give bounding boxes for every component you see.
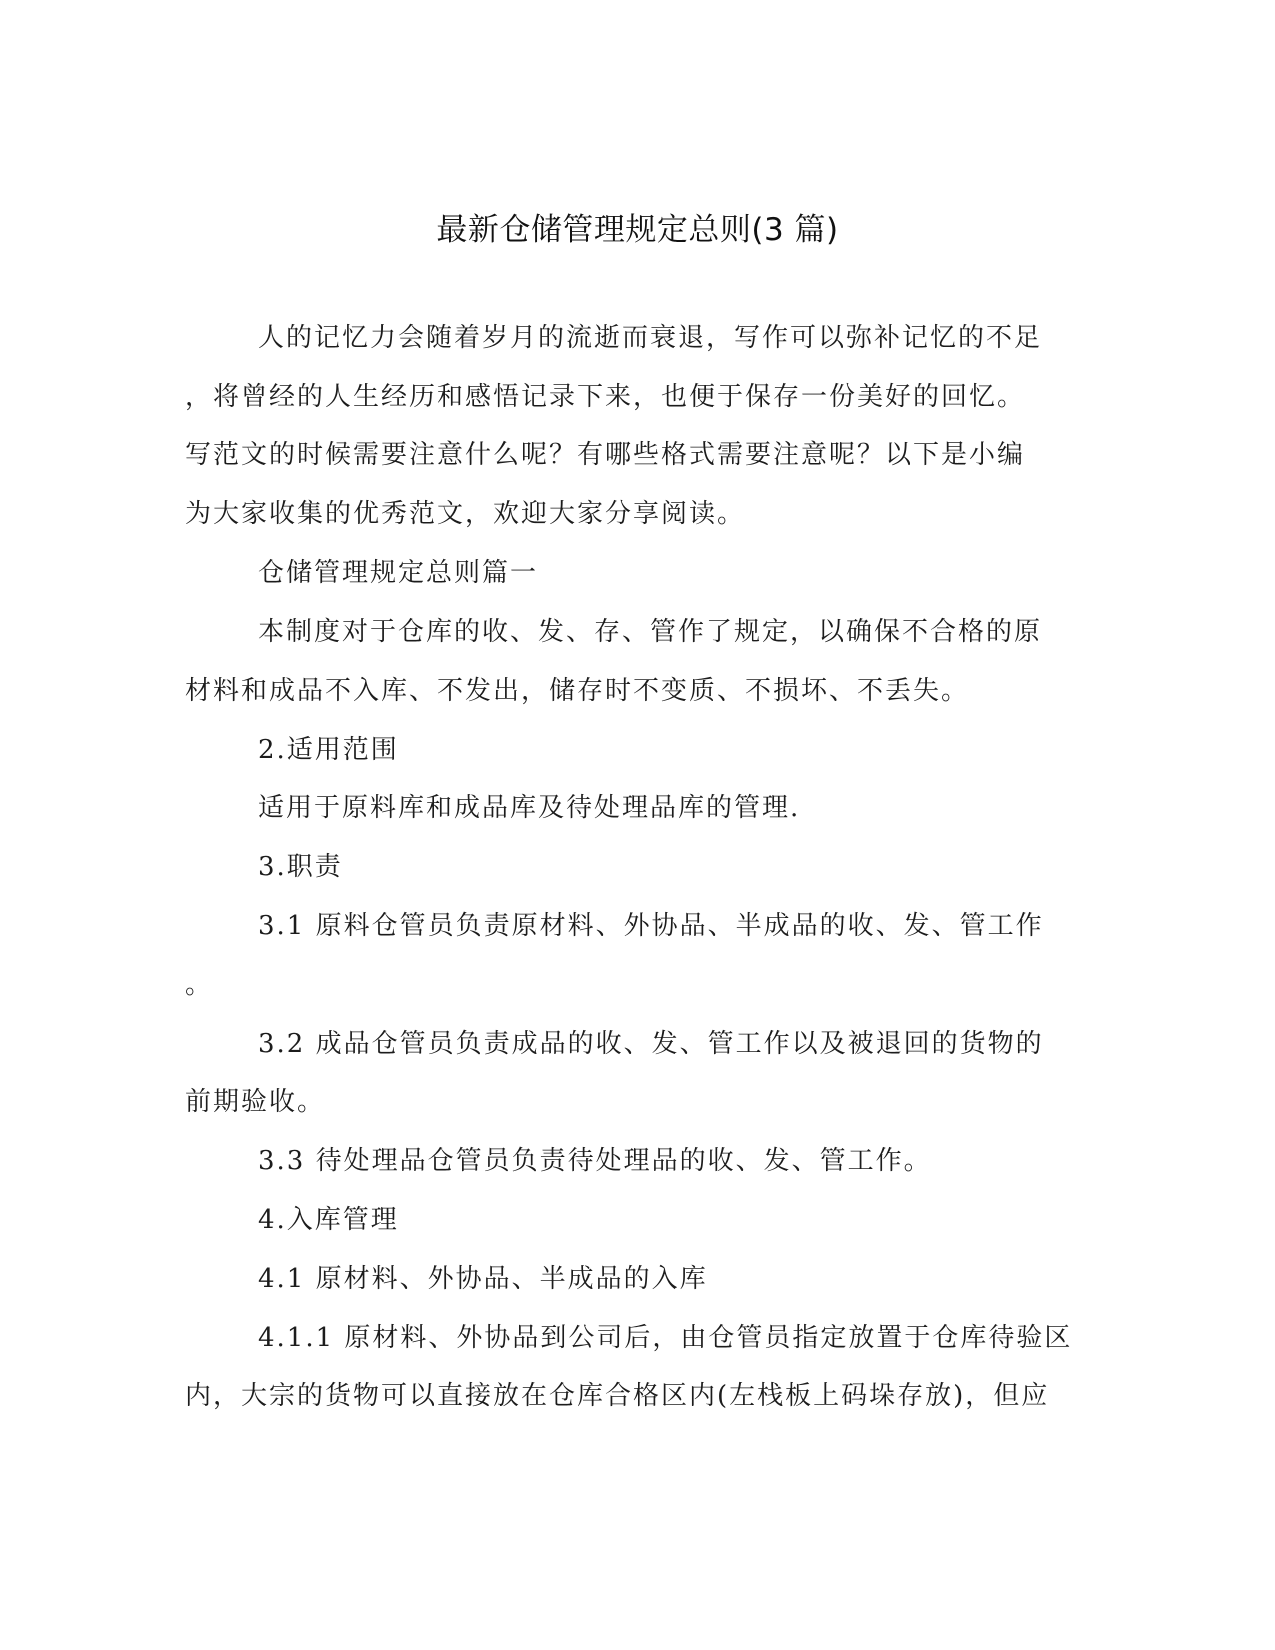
section-heading: 3.职责: [258, 852, 343, 882]
body-line: 材料和成品不入库、不发出，储存时不变质、不损坏、不丢失。: [185, 676, 970, 706]
body-line: 。: [185, 970, 214, 1000]
body-line: 写范文的时候需要注意什么呢？有哪些格式需要注意呢？以下是小编: [185, 440, 1026, 470]
body-line: 前期验收。: [185, 1087, 326, 1117]
body-line: ，将曾经的人生经历和感悟记录下来，也便于保存一份美好的回忆。: [185, 382, 1026, 412]
section-heading: 仓储管理规定总则篇一: [258, 558, 539, 588]
section-heading: 4.入库管理: [258, 1205, 399, 1235]
body-line: 4.1.1 原材料、外协品到公司后，由仓管员指定放置于仓库待验区: [258, 1323, 1073, 1353]
body-line: 本制度对于仓库的收、发、存、管作了规定，以确保不合格的原: [258, 617, 1043, 647]
body-line: 为大家收集的优秀范文，欢迎大家分享阅读。: [185, 499, 746, 529]
body-line: 内，大宗的货物可以直接放在仓库合格区内(左栈板上码垛存放)，但应: [185, 1381, 1050, 1411]
body-line: 适用于原料库和成品库及待处理品库的管理.: [258, 793, 801, 823]
body-line: 3.1 原料仓管员负责原材料、外协品、半成品的收、发、管工作: [258, 911, 1044, 941]
body-line: 人的记忆力会随着岁月的流逝而衰退，写作可以弥补记忆的不足: [258, 323, 1043, 353]
body-line: 3.3 待处理品仓管员负责待处理品的收、发、管工作。: [258, 1146, 932, 1176]
body-line: 3.2 成品仓管员负责成品的收、发、管工作以及被退回的货物的: [258, 1029, 1044, 1059]
section-heading: 4.1 原材料、外协品、半成品的入库: [258, 1264, 708, 1294]
section-heading: 2.适用范围: [258, 735, 399, 765]
document-title: 最新仓储管理规定总则(3 篇): [436, 212, 839, 248]
